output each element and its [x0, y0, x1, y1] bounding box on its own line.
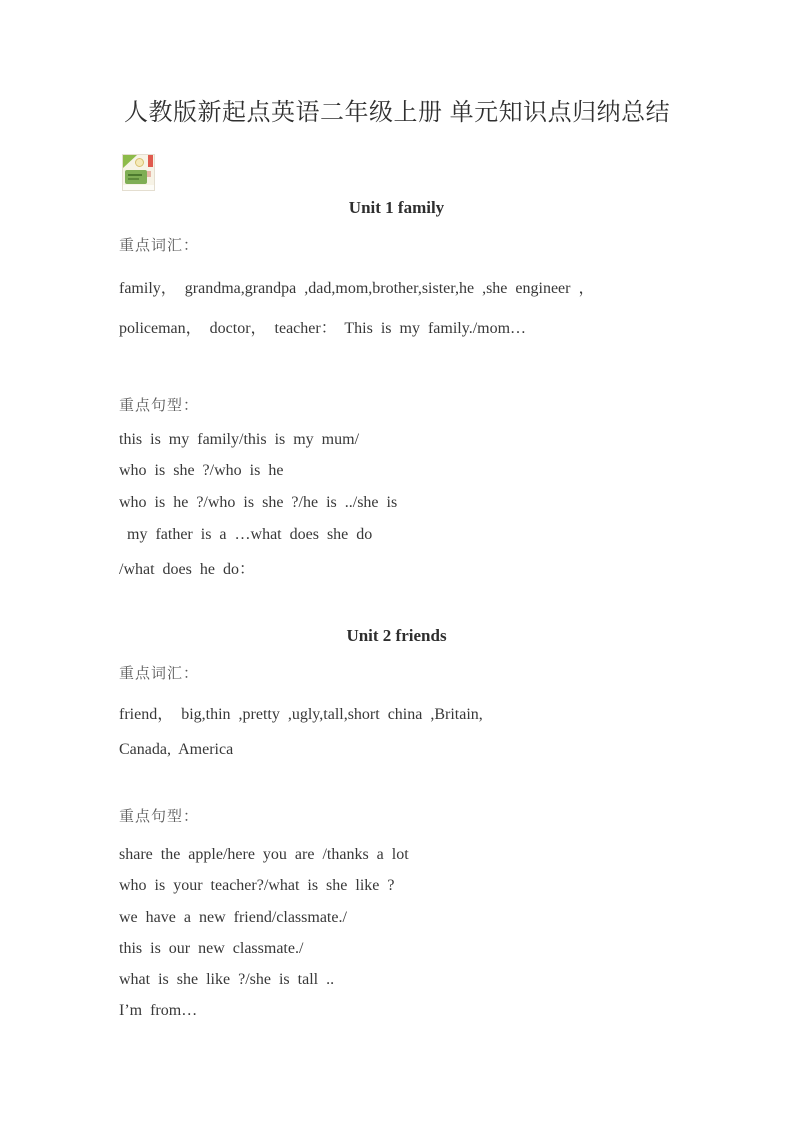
unit-2-sentence-label: 重点句型： — [119, 808, 200, 825]
thumbnail-pink-dot — [147, 171, 151, 177]
unit-2-sentence-line: we have a new friend/classmate./ — [119, 909, 347, 926]
thumbnail-face-circle — [135, 158, 144, 167]
unit-1-sentence-label: 重点句型： — [119, 397, 200, 414]
unit-1-sentence-line: /what does he do： — [119, 561, 255, 578]
unit-1-heading: Unit 1 family — [348, 198, 445, 217]
unit-2-sentence-line: this is our new classmate./ — [119, 940, 304, 957]
unit-1-sentence-line: who is she ?/who is he — [119, 462, 284, 479]
unit-2-vocab-line: Canada, America — [119, 741, 234, 758]
unit-2-sentence-line: who is your teacher?/what is she like ? — [119, 877, 395, 894]
unit-2-vocab-line: friend， big,thin ,pretty ,ugly,tall,short china ,Britain, — [119, 706, 483, 723]
unit-1-vocab-line: family， grandma,grandpa ,dad,mom,brother,sister,he ,she engineer ， — [119, 280, 595, 297]
unit-2-vocab-label: 重点词汇： — [119, 665, 200, 682]
unit-1-vocab-label: 重点词汇： — [119, 237, 200, 254]
thumbnail-band-mark — [128, 174, 142, 176]
unit-2-sentence-line: I’m from… — [119, 1002, 198, 1019]
unit-2-heading: Unit 2 friends — [346, 626, 447, 645]
document-title: 人教版新起点英语二年级上册 单元知识点归纳总结 — [124, 99, 671, 126]
unit-1-sentence-line: who is he ?/who is she ?/he is ../she is — [119, 494, 398, 511]
textbook-cover-thumbnail — [122, 154, 155, 191]
thumbnail-green-band — [125, 170, 147, 184]
thumbnail-red-strip — [148, 155, 153, 167]
unit-1-sentence-line: this is my family/this is my mum/ — [119, 431, 360, 448]
thumbnail-bottom-strip — [123, 185, 154, 190]
unit-2-sentence-line: share the apple/here you are /thanks a lot — [119, 846, 409, 863]
unit-1-sentence-line: my father is a …what does she do — [119, 526, 373, 543]
unit-1-vocab-line: policeman， doctor， teacher： This is my family./mom… — [119, 320, 527, 337]
thumbnail-band-mark-2 — [128, 178, 139, 180]
unit-2-sentence-line: what is she like ?/she is tall .. — [119, 971, 335, 988]
